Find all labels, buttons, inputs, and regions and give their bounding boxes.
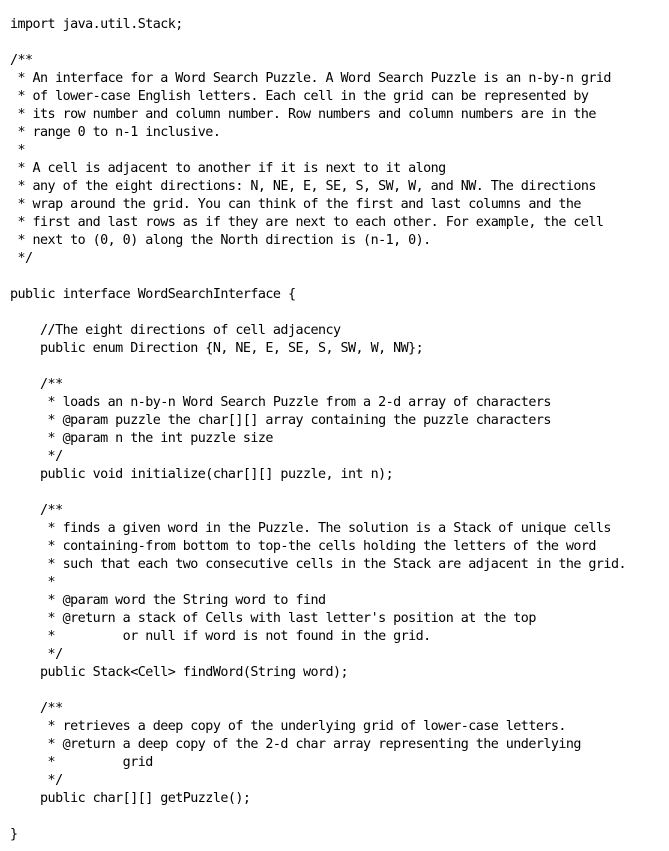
code-line: * of lower-case English letters. Each cell in the grid can be represented by: [10, 89, 589, 104]
code-line: * loads an n-by-n Word Search Puzzle from a 2-d array of characters: [10, 395, 551, 410]
code-line: * A cell is adjacent to another if it is next to it along: [10, 161, 446, 176]
code-line: public void initialize(char[][] puzzle, int n);: [10, 467, 394, 482]
java-source-code: [10, 16, 665, 844]
code-line: * any of the eight directions: N, NE, E, SE, S, SW, W, and NW. The directions: [10, 179, 596, 194]
code-line: * next to (0, 0) along the North direction is (n-1, 0).: [10, 233, 431, 248]
code-line: [10, 682, 665, 700]
code-line: * wrap around the grid. You can think of the first and last columns and the: [10, 197, 581, 212]
code-line: * its row number and column number. Row numbers and column numbers are in the: [10, 107, 596, 122]
code-line: */: [10, 773, 63, 788]
code-line: * @return a deep copy of the 2-d char array representing the underlying: [10, 737, 581, 752]
code-line: /**: [10, 53, 33, 68]
code-line: */: [10, 647, 63, 662]
code-line: * An interface for a Word Search Puzzle. A Word Search Puzzle is an n-by-n grid: [10, 71, 611, 86]
code-line: import java.util.Stack;: [10, 17, 183, 32]
code-line: [10, 358, 665, 376]
code-line: //The eight directions of cell adjacency: [10, 323, 341, 338]
code-line: [10, 34, 665, 52]
code-line: */: [10, 449, 63, 464]
code-line: }: [10, 827, 18, 842]
code-line: /**: [10, 377, 63, 392]
code-line: [10, 484, 665, 502]
code-line: * range 0 to n-1 inclusive.: [10, 125, 221, 140]
code-line: public Stack<Cell> findWord(String word);: [10, 665, 349, 680]
code-line: * @return a stack of Cells with last letter's position at the top: [10, 611, 536, 626]
code-line: [10, 268, 665, 286]
code-line: *: [10, 575, 56, 590]
code-line: * finds a given word in the Puzzle. The solution is a Stack of unique cells: [10, 521, 611, 536]
code-line: * first and last rows as if they are next to each other. For example, the cell: [10, 215, 604, 230]
code-line: */: [10, 251, 33, 266]
code-line: * retrieves a deep copy of the underlying grid of lower-case letters.: [10, 719, 566, 734]
code-line: /**: [10, 503, 63, 518]
code-line: * @param word the String word to find: [10, 593, 326, 608]
code-line: public enum Direction {N, NE, E, SE, S, SW, W, NW};: [10, 341, 424, 356]
code-line: [10, 304, 665, 322]
code-line: public char[][] getPuzzle();: [10, 791, 251, 806]
code-line: * grid: [10, 755, 153, 770]
code-line: * @param puzzle the char[][] array containing the puzzle characters: [10, 413, 551, 428]
code-line: * @param n the int puzzle size: [10, 431, 273, 446]
code-line: /**: [10, 701, 63, 716]
code-line: * such that each two consecutive cells in the Stack are adjacent in the grid.: [10, 557, 626, 572]
code-line: *: [10, 143, 26, 158]
code-line: public interface WordSearchInterface {: [10, 287, 296, 302]
code-line: [10, 808, 665, 826]
code-line: * or null if word is not found in the grid.: [10, 629, 431, 644]
code-line: * containing-from bottom to top-the cells holding the letters of the word: [10, 539, 596, 554]
